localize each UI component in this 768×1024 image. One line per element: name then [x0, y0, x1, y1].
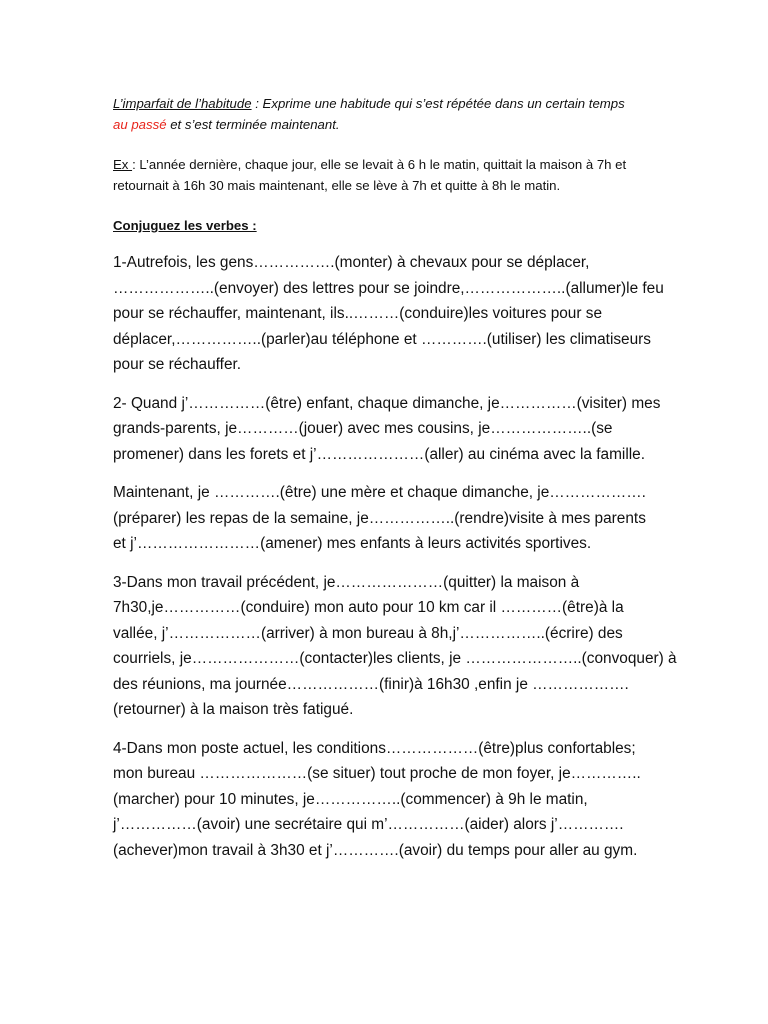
intro-text-before: : Exprime une habitude qui s’est répétée dans un certain temps: [251, 96, 625, 111]
exercise-line: (achever)mon travail à 3h30 et j’………….(avoir) du temps pour aller au gym.: [113, 841, 638, 859]
exercise-line: Maintenant, je ………….(être) une mère et chaque dimanche, je……………….: [113, 484, 646, 501]
exercise-line: 2- Quand j’……………(être) enfant, chaque dimanche, je……………(visiter) mes: [113, 394, 661, 412]
exercise-line: (marcher) pour 10 minutes, je……………..(commencer) à 9h le matin,: [113, 790, 588, 808]
exercise-line: promener) dans les forets et j’…………………(aller) au cinéma avec la famille.: [113, 445, 646, 463]
exercise-line: grands-parents, je…………(jouer) avec mes cousins, je………………..(se: [113, 420, 613, 437]
exercise-line: 7h30,je……………(conduire) mon auto pour 10 km car il …………(être)à la: [113, 599, 624, 616]
intro-highlight: au passé: [113, 117, 167, 132]
exercise-line: (préparer) les repas de la semaine, je……………..(rendre)visite à mes parents: [113, 509, 646, 527]
intro-title: L’imparfait de l’habitude: [113, 96, 252, 111]
intro-text-after: et s’est terminée maintenant.: [166, 117, 340, 132]
worksheet: [113, 93, 677, 876]
exercise-line: vallée, j’………………(arriver) à mon bureau à 8h,j’……………..(écrire) des: [113, 624, 623, 642]
exercise-line: déplacer,……………..(parler)au téléphone et ………….(utiliser) les climatiseurs: [113, 330, 651, 348]
example-line-1: : L’année dernière, chaque jour, elle se levait à 6 h le matin, quittait la maison à 7h et: [132, 157, 627, 172]
exercise-line: mon bureau …………………(se situer) tout proche de mon foyer, je…………..: [113, 765, 641, 782]
exercise-line: des réunions, ma journée………………(finir)à 16h30 ,enfin je ……………….: [113, 675, 629, 693]
exercise-line: ………………..(envoyer) des lettres pour se joindre,………………..(allumer)le feu: [113, 279, 664, 297]
example-label: Ex: [113, 157, 133, 172]
intro-paragraph: [113, 93, 673, 135]
exercise-2: [113, 391, 673, 468]
exercise-line: pour se réchauffer.: [113, 356, 242, 373]
exercise-heading: Conjuguez les verbes :: [113, 218, 257, 233]
exercise-line: j’……………(avoir) une secrétaire qui m’……………(aider) alors j’………….: [113, 816, 624, 833]
exercise-line: 3-Dans mon travail précédent, je…………………(quitter) la maison à: [113, 573, 580, 591]
exercise-line: 1-Autrefois, les gens…………….(monter) à chevaux pour se déplacer,: [113, 254, 590, 271]
exercise-line: courriels, je…………………(contacter)les clients, je …………………..(convoquer) à: [113, 650, 677, 667]
exercise-4: [113, 736, 673, 864]
exercise-line: et j’……………………(amener) mes enfants à leurs activités sportives.: [113, 535, 592, 552]
exercise-line: 4-Dans mon poste actuel, les conditions………………(être)plus confortables;: [113, 739, 636, 757]
example-line-2: retournait à 16h 30 mais maintenant, elle se lève à 7h et quitte à 8h le matin.: [113, 178, 561, 193]
exercise-line: (retourner) à la maison très fatigué.: [113, 701, 354, 718]
exercise-3: [113, 570, 677, 723]
exercise-1: [113, 250, 673, 378]
exercise-2-continued: [113, 480, 673, 557]
exercise-line: pour se réchauffer, maintenant, ils..………(conduire)les voitures pour se: [113, 305, 603, 322]
example-paragraph: [113, 154, 673, 196]
